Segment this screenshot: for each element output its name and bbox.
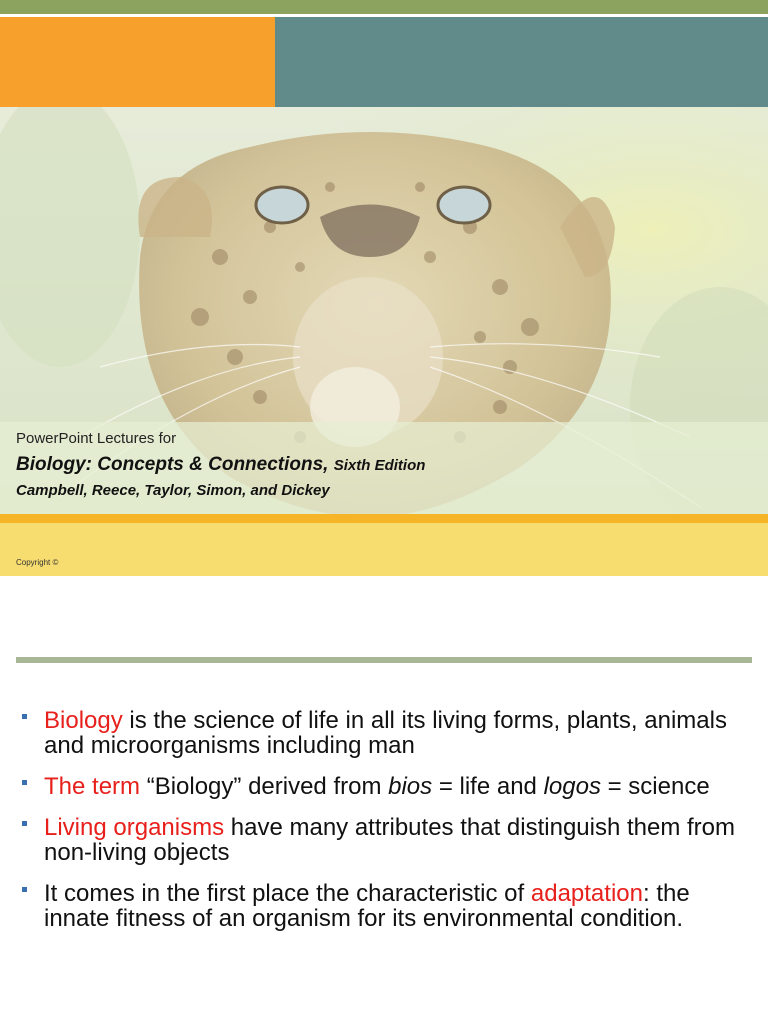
bullet-item <box>22 774 738 799</box>
bullet-text-segment: = life and <box>432 773 544 800</box>
teal-header-block <box>275 17 768 107</box>
bullet-text-segment: It comes in the first place the characteristic of <box>44 880 531 907</box>
authors: Campbell, Reece, Taylor, Simon, and Dickey <box>16 482 330 499</box>
bullet-text-segment: logos <box>543 773 601 800</box>
bullet-text-segment: bios <box>388 773 433 800</box>
bullet-item <box>22 815 738 865</box>
lecture-label: PowerPoint Lectures for <box>16 430 177 447</box>
bullet-text-segment: adaptation <box>530 880 643 907</box>
bullet-item <box>22 881 738 931</box>
bullet-text-segment: Living organisms <box>44 814 225 841</box>
yellow-footer-band <box>0 523 768 576</box>
bullet-list <box>22 708 738 947</box>
book-title <box>16 454 425 476</box>
bullet-text-segment: is the science of life in all its living forms, plants, animals and microorganisms including man <box>44 707 727 759</box>
bullet-square-icon <box>22 780 27 785</box>
top-green-strip <box>0 0 768 14</box>
bullet-square-icon <box>22 714 27 719</box>
bullet-square-icon <box>22 887 27 892</box>
bullet-text-segment: : the innate fitness of an organism for its environmental condition. <box>44 880 690 932</box>
bullet-text-segment: = science <box>600 773 710 800</box>
bullet-square-icon <box>22 821 27 826</box>
edition-text: Sixth Edition <box>333 457 426 474</box>
bullet-text-segment: “Biology” derived from <box>140 773 389 800</box>
slide-gap <box>0 576 768 656</box>
bullet-item <box>22 708 738 758</box>
book-title-text: Biology: Concepts & Connections, <box>16 454 329 475</box>
bullet-text-segment: Biology <box>44 707 123 734</box>
orange-header-block <box>0 17 275 107</box>
content-divider <box>16 657 752 663</box>
bullet-text-segment: have many attributes that distinguish them from non-living objects <box>44 814 736 866</box>
bullet-text-segment: The term <box>44 773 141 800</box>
orange-separator <box>0 514 768 523</box>
copyright-text: Copyright © <box>16 558 59 567</box>
